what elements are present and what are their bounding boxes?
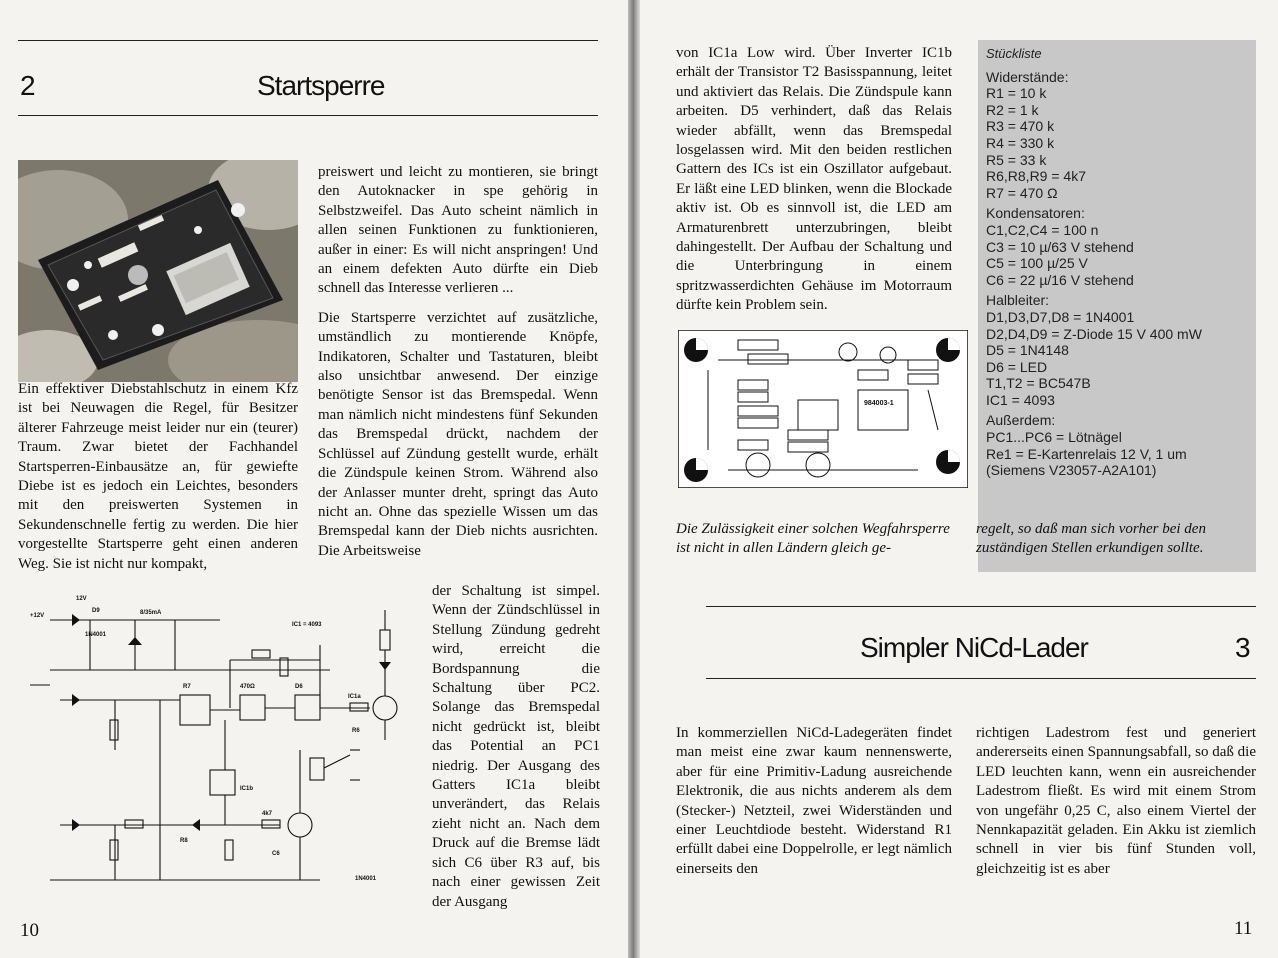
schematic-label-r8: 4k7 [262,811,273,817]
pcb-layout [678,330,968,488]
continuation-column [676,44,952,326]
body-column [318,163,598,561]
page-number: 11 [1234,918,1253,939]
resistor-item: R1 = 10 k [986,85,1047,102]
semiconductor-item: D2,D4,D9 = Z-Diode 15 V 400 mW [986,325,1202,342]
capacitors-heading: Kondensatoren: [986,205,1085,222]
intro-column [18,380,298,584]
misc-item: PC1...PC6 = Lötnägel [986,429,1122,446]
schematic-label-r6: IC1a [348,694,361,700]
pcb-id-label: 984003-1 [864,400,894,407]
capacitor-item: C3 = 10 µ/63 V stehend [986,238,1134,255]
left-page [0,0,628,958]
semiconductor-item: D1,D3,D7,D8 = 1N4001 [986,308,1135,325]
section-rule [706,606,1256,607]
intro-paragraph: Ein effektiver Diebstahlschutz in einem Kfz ist bei Neuwagen die Regel, für Besitzer älterer Fahrzeuge meist leider nur ein (teurer) Traum. Zwar bietet der Fachhandel Startsperren-Einbausätze an, für gewiefte Diebe ist es jedoch ein Leichtes, besonders mit den preiswerten Systemen in Sekundenschnelle fertig zu werden. Die hier vorgestellte Startsperre geht einen anderen Weg. Sie ist nicht nur kompakt, [18,381,298,572]
resistor-item: R6,R8,R9 = 4k7 [986,168,1086,185]
schematic-label-ic1d: 470Ω [240,684,255,690]
semiconductor-item: D6 = LED [986,358,1048,375]
nicd-paragraph-2: richtigen Ladestrom fest und generiert andererseits einen Spannungsabfall, so daß die LED leuchten kann, wenn ein ausreichender Ladestrom fließt. Es wird mit einem Strom von ungefähr 0,25 C, also einem Viertel der Nennkapazität geladen. Ein Akku ist ziemlich schnell in vier bis fünf Stunden voll, gleichzeitig ist es aber [976,725,1256,877]
resistor-item: R2 = 1 k [986,101,1039,118]
schematic-label-ic1c: D6 [295,684,303,690]
misc-item: (Siemens V23057-A2A101) [986,462,1157,479]
schematic-label-current: 8/35mA [140,610,162,616]
nicd-column-2 [976,724,1256,889]
schematic-label-ic1a: R7 [183,684,191,690]
narrow-paragraph: der Schaltung ist simpel. Wenn der Zündschlüssel in Stellung Zündung gedreht wird, erreicht die Bordspannung die Schaltung über PC2. Solange das Bremspedal nicht gedrückt ist, bleibt das Potential an PC1 niedrig. Der Ausgang des Gatters IC1a bleibt unverändert, das Relais zieht nicht an. Nach dem Druck auf die Bremse lädt sich C6 über R3 auf, bis nach einer gewissen Zeit der Ausgang [432,583,600,910]
schematic-label-d9: D9 [92,608,100,614]
circuit-board-photo [18,160,298,382]
circuit-schematic [30,590,430,896]
capacitor-item: C6 = 22 µ/16 V stehend [986,271,1134,288]
book-gutter [628,0,640,958]
semiconductor-item: IC1 = 4093 [986,391,1055,408]
resistor-item: R5 = 33 k [986,151,1047,168]
nicd-paragraph-1: In kommerziellen NiCd-Ladegeräten findet man meist eine zwar kaum nennenswerte, aber für eine Primitiv-Ladung ausreichende Elektronik, die aus nichts anderem als dem (Stecker-) Netzteil, zwei Widerständen und einer Leuchtdiode besteht. Widerstand R1 erfüllt dabei eine Doppelrolle, er legt nämlich einerseits den [676,725,952,877]
resistor-item: R7 = 470 Ω [986,184,1058,201]
caption-left: Die Zulässigkeit einer solchen Wegfahrsperre ist nicht in allen Ländern gleich ge- [676,521,950,557]
misc-item: Re1 = E-Kartenrelais 12 V, 1 um [986,445,1187,462]
schematic-label-ic: IC1 = 4093 [292,622,322,628]
resistor-item: R4 = 330 k [986,134,1055,151]
resistor-item: R3 = 470 k [986,118,1055,135]
body-paragraph-1: preiswert und leicht zu montieren, sie bringt den Autoknacker in spe gehörig in Selbstzweifel. Das Auto scheint nämlich in allen seinen Funktionen zu funktionieren, außer in einer: Es will nicht anspringen! Und an einem defekten Auto dürfte ein Dieb schnell das Interesse verlieren ... [318,164,598,297]
section-title-rule [706,678,1256,679]
top-rule [18,40,598,41]
chapter-title: Simpler NiCd-Lader [860,632,1088,663]
capacitor-item: C5 = 100 µ/25 V [986,255,1088,272]
schematic-label-ic1b: IC1b [240,786,254,792]
schematic-label-plus12v: +12V [30,613,45,619]
chapter-number: 2 [20,70,35,101]
capacitor-item: C1,C2,C4 = 100 n [986,221,1099,238]
chapter-title: Startsperre [257,70,385,101]
semiconductor-item: D5 = 1N4148 [986,342,1069,359]
narrow-column [432,582,600,922]
semiconductor-item: T1,T2 = BC547B [986,375,1091,392]
right-page [640,0,1278,958]
schematic-label-12v: 12V [76,596,87,602]
schematic-label-t1: R6 [352,728,360,734]
caption-right: regelt, so daß man sich vorher bei den zuständigen Stellen erkundigen sollte. [976,521,1206,557]
parts-list-heading: Stückliste [986,46,1042,61]
parts-list-box [978,40,1256,572]
page-number: 10 [20,920,39,941]
nicd-column-1 [676,724,952,889]
schematic-label-t2: C6 [272,851,280,857]
schematic-label-d9-type: 1N4001 [85,632,107,638]
semiconductors-heading: Halbleiter: [986,292,1050,309]
schematic-label-number: 1N4001 [355,876,377,882]
body-paragraph-2: Die Startsperre verzichtet auf zusätzliche, umständlich zu montierende Knöpfe, Indikatoren, Schalter und Tastaturen, bleibt also unsichtbar anwesend. Der einzige benötigte Sensor ist das Bremspedal. Wenn man nämlich nicht mindestens fünf Sekunden das Bremspedal drückt, nachdem der Schlüssel auf Zündung gestellt wurde, erhält die Zündspule keinen Strom. Während also der Anlasser munter dreht, springt das Auto nicht an. Ohne das spezielle Wissen um das Bremspedal kann der Dieb nichts ausrichten. Die Arbeitsweise [318,309,598,559]
misc-heading: Außerdem: [986,412,1056,429]
resistors-heading: Widerstände: [986,68,1069,85]
schematic-label-d5: R8 [180,838,188,844]
title-rule [18,115,598,116]
continuation-paragraph: von IC1a Low wird. Über Inverter IC1b erhält der Transistor T2 Basisspannung, leitet und aktiviert das Relais. Die Zündspule kann arbeiten. D5 verhindert, daß das Relais wieder abfällt, wenn das Bremspedal losgelassen wird. Mit den beiden restlichen Gattern des ICs ist ein Oszillator aufgebaut. Er läßt eine LED blinken, wenn die Blockade aktiv ist. Ob es sinnvoll ist, die LED am Armaturenbrett unterzubringen, bleibt dahingestellt. Der Aufbau der Schaltung und die Unterbringung in einem spritzwasserdichten Gehäuse im Motorraum dürfte kein Problem sein. [676,45,952,314]
chapter-number: 3 [1235,632,1250,663]
